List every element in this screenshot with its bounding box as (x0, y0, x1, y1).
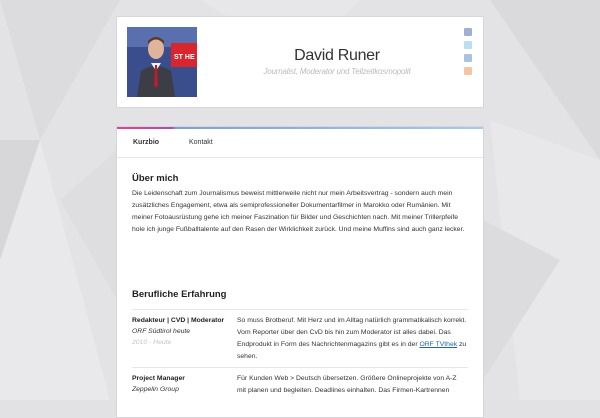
job-description (237, 315, 467, 363)
job-period: 2010 - Heute (132, 339, 172, 346)
job-company: Zeppelin Group (132, 386, 179, 393)
profile-photo (127, 27, 197, 97)
tab-bar (117, 129, 483, 158)
job-company: ORF Südtirol heute (132, 328, 191, 335)
tab-kontakt[interactable]: Kontakt (189, 139, 213, 146)
about-text: Die Leidenschaft zum Journalismus beweist mittlerweile nicht nur mein Arbeitsvertrag - sondern auch mein zusätzliches Engagement, etwa als semiprofessioneller Dokumentarfilmer in Marokko oder Rumänien. Mit meiner Fotoausrüstung gehe ich meiner Faszination für Bilder und Geschichten nach. Mit meiner Trillerpfeife hole ich junge Fußballtalente auf den Rasen der Wirklichkeit zurück. Und meine Muffins sind auch ganz lecker. (132, 190, 465, 234)
about-heading: Über mich (132, 173, 179, 184)
svg-text:ST HE: ST HE (174, 54, 195, 61)
job-title: Redakteur | CVD | Moderator (132, 317, 225, 324)
twitter-icon[interactable] (464, 41, 472, 49)
social-links (464, 28, 472, 80)
job-description-end: zu sehen. (237, 341, 467, 361)
person-photo-icon (127, 27, 197, 97)
job-description-text: So muss Brotberuf. Mit Herz und im Alltag natürlich grammatikalisch korrekt. Vom Reporter über den CvD bis hin zum Moderator ist alles dabei. Das Endprodukt in Form des Nachrichtenmagazins gibt es in der (237, 317, 467, 349)
profile-name: David Runer (294, 47, 380, 64)
job-entry (132, 309, 468, 370)
linkedin-icon[interactable] (464, 54, 472, 62)
job-description: Für Kunden Web > Deutsch übersetzen. Größere Onlineprojekte von A-Z mit planen und begleiten. Deadlines einhalten. Das Firmen-Kartrennen (237, 375, 457, 395)
rss-icon[interactable] (464, 67, 472, 75)
profile-tagline: Journalist, Moderator und Teilzeitkosmopolit (263, 67, 411, 76)
job-title: Project Manager (132, 375, 185, 382)
profile-header (117, 17, 483, 107)
tab-kurzbio[interactable]: Kurzbio (133, 139, 160, 146)
job-entry (132, 367, 468, 418)
content-panel (117, 127, 483, 417)
orf-tvthek-link[interactable]: ORF TVthek (419, 341, 458, 349)
facebook-icon[interactable] (464, 28, 472, 36)
experience-heading: Berufliche Erfahrung (132, 289, 227, 300)
